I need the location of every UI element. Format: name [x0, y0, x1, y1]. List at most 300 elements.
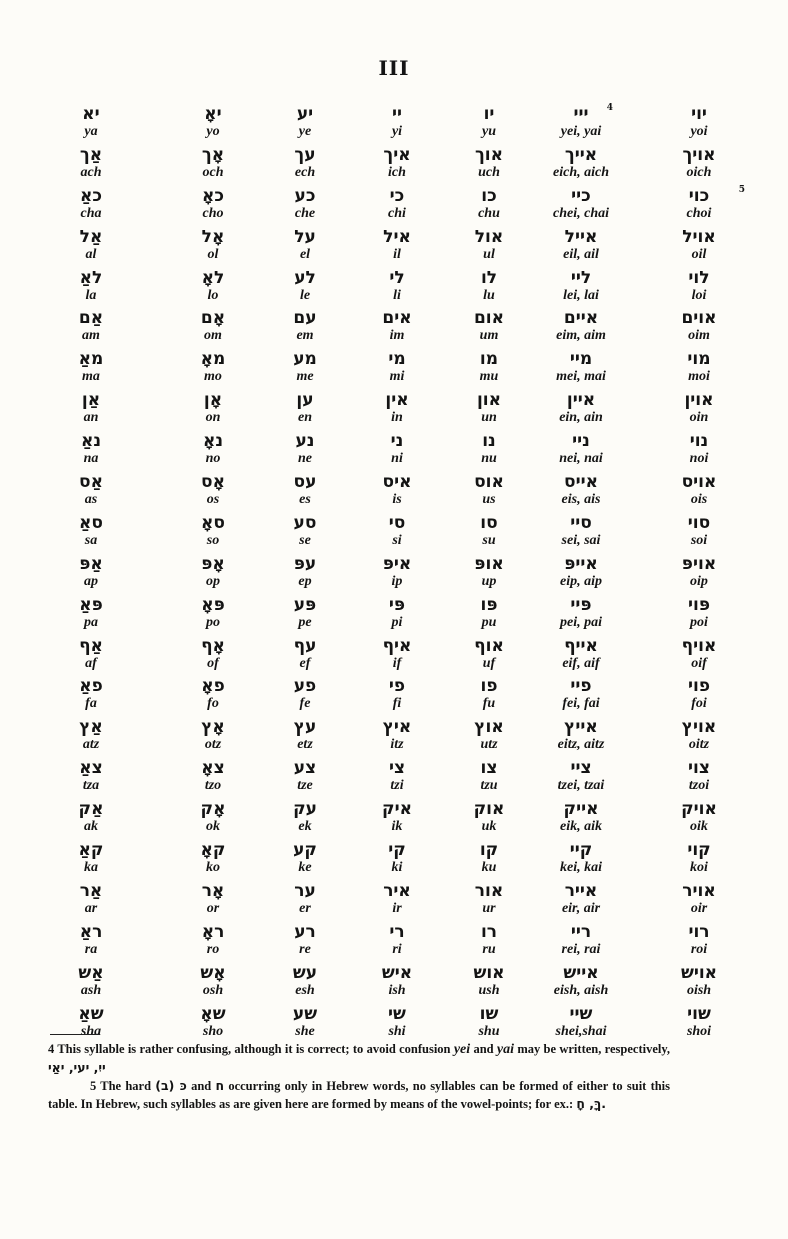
syllable-cell [167, 963, 259, 1004]
romanization: il [393, 246, 401, 262]
syllable-cell [535, 554, 627, 595]
syllable-cell [45, 349, 167, 390]
romanization: le [299, 287, 311, 303]
hebrew-syllable: עף [293, 635, 317, 656]
romanization: rei, rai [561, 941, 601, 957]
romanization: ra [84, 941, 98, 957]
hebrew-syllable: יאָ [204, 104, 222, 124]
syllable-cell [535, 636, 627, 677]
romanization: esh [295, 982, 315, 998]
syllable-cell [167, 840, 259, 881]
romanization: kei, kai [560, 860, 602, 876]
syllable-cell [351, 636, 443, 677]
romanization: ash [80, 982, 102, 998]
syllable-cell [45, 922, 167, 963]
hebrew-syllable: ייי [573, 104, 589, 124]
syllable-cell [45, 227, 167, 268]
romanization: eich, aich [553, 164, 609, 180]
romanization: un [481, 410, 497, 426]
hebrew-syllable: יי [391, 104, 402, 124]
syllable-cell [443, 963, 535, 1004]
romanization: el [299, 246, 311, 262]
hebrew-syllable: סוי [687, 512, 711, 533]
hebrew-syllable: אָש [200, 962, 226, 983]
romanization: mu [479, 369, 499, 385]
romanization: eim, aim [556, 328, 606, 344]
table-row [45, 268, 745, 309]
syllable-cell [443, 840, 535, 881]
hebrew-syllable: אום [473, 308, 505, 329]
table-row [45, 758, 745, 799]
hebrew-syllable: אופּ [474, 553, 504, 574]
hebrew-syllable: איפּ [382, 553, 412, 574]
hebrew-syllable: אָץ [201, 717, 225, 738]
romanization: us [482, 492, 496, 508]
syllable-cell [259, 758, 351, 799]
hebrew-syllable: ציי [570, 758, 592, 779]
table-row [45, 431, 745, 472]
romanization: ur [482, 900, 496, 916]
syllable-cell [443, 922, 535, 963]
syllable-cell [167, 922, 259, 963]
syllable-cell [627, 1004, 745, 1045]
table-row [45, 227, 745, 268]
syllable-cell [45, 431, 167, 472]
hebrew-syllable: אַן [81, 390, 101, 411]
syllable-cell [45, 676, 167, 717]
romanization: na [83, 451, 99, 467]
syllable-cell [535, 758, 627, 799]
syllable-cell [351, 758, 443, 799]
hebrew-syllable: כו [481, 185, 497, 206]
syllable-cell [351, 390, 443, 431]
syllable-cell [45, 268, 167, 309]
hebrew-syllable: ליי [570, 267, 592, 288]
hebrew-syllable: אָף [201, 635, 225, 656]
romanization: of [207, 655, 219, 671]
table-row [45, 390, 745, 431]
hebrew-syllable: סי [388, 512, 406, 533]
hebrew-syllable: איף [382, 635, 412, 656]
romanization: ok [206, 819, 220, 835]
hebrew-syllable: מע [293, 349, 317, 370]
romanization: om [204, 328, 222, 344]
syllable-cell [443, 431, 535, 472]
hebrew-syllable: רוי [688, 921, 710, 942]
hebrew-syllable: אור [474, 880, 504, 901]
hebrew-syllable: עם [293, 308, 317, 329]
romanization: am [82, 328, 100, 344]
syllable-cell [351, 349, 443, 390]
hebrew-syllable: סע [293, 512, 317, 533]
romanization: cha [80, 205, 102, 221]
romanization: pi [391, 614, 403, 630]
syllable-cell [351, 717, 443, 758]
syllable-cell [443, 513, 535, 554]
hebrew-syllable: לו [480, 267, 498, 288]
hebrew-syllable: רי [389, 921, 405, 942]
syllable-cell [45, 717, 167, 758]
syllable-cell [351, 799, 443, 840]
syllable-cell [167, 390, 259, 431]
romanization: as [84, 492, 98, 508]
hebrew-syllable: כיי [571, 185, 591, 206]
hebrew-syllable: פּי [388, 594, 406, 615]
romanization: moi [688, 369, 710, 385]
hebrew-syllable: אייק [563, 799, 599, 820]
page-number: III [378, 56, 410, 80]
syllable-table [45, 104, 745, 1044]
romanization: if [392, 655, 402, 671]
syllable-cell [627, 717, 745, 758]
syllable-cell [535, 349, 627, 390]
hebrew-syllable: שו [479, 1003, 499, 1024]
hebrew-syllable: על [294, 226, 316, 247]
hebrew-syllable: ראַ [79, 921, 103, 942]
romanization: po [206, 614, 220, 630]
hebrew-syllable: אייפּ [564, 553, 598, 574]
hebrew-syllable: עס [293, 472, 317, 493]
table-row [45, 881, 745, 922]
romanization: fo [207, 696, 219, 712]
hebrew-syllable: אַר [79, 880, 103, 901]
hebrew-syllable: אָק [200, 799, 226, 820]
syllable-cell [167, 758, 259, 799]
hebrew-syllable: נע [295, 431, 315, 452]
syllable-cell [443, 799, 535, 840]
syllable-cell [351, 308, 443, 349]
romanization: uch [478, 164, 500, 180]
romanization: af [85, 655, 97, 671]
syllable-cell [259, 963, 351, 1004]
syllable-cell [45, 554, 167, 595]
romanization: es [299, 492, 311, 508]
syllable-cell [167, 595, 259, 636]
hebrew-syllable: נאַ [80, 431, 102, 452]
syllable-cell [627, 922, 745, 963]
hebrew-syllable: אַס [79, 472, 103, 493]
syllable-cell [167, 1004, 259, 1045]
romanization: pe [298, 614, 312, 630]
syllable-cell [167, 227, 259, 268]
romanization: up [481, 573, 497, 589]
syllable-cell [443, 1004, 535, 1045]
syllable-cell [259, 513, 351, 554]
romanization: is [392, 492, 402, 508]
syllable-cell [443, 636, 535, 677]
romanization: ein, ain [559, 410, 603, 426]
syllable-cell [443, 104, 535, 145]
hebrew-syllable: יא [82, 104, 100, 124]
romanization: nu [481, 451, 497, 467]
hebrew-syllable: איין [566, 390, 596, 411]
syllable-cell [535, 840, 627, 881]
hebrew-syllable: קיי [569, 840, 593, 861]
romanization: oim [688, 328, 710, 344]
hebrew-syllable: אָר [201, 880, 225, 901]
romanization: ar [84, 900, 98, 916]
romanization: shu [478, 1023, 500, 1039]
syllable-cell [627, 840, 745, 881]
hebrew-syllable: אייץ [564, 717, 598, 738]
hebrew-syllable: אוין [684, 390, 714, 411]
syllable-cell [443, 145, 535, 186]
hebrew-syllable: אויף [681, 635, 717, 656]
romanization: eil, ail [563, 246, 599, 262]
syllable-cell [45, 390, 167, 431]
romanization: la [85, 287, 97, 303]
hebrew-syllable: מוי [687, 349, 711, 370]
hebrew-syllable: קוי [687, 840, 711, 861]
romanization: eitz, aitz [557, 737, 605, 753]
hebrew-syllable: אויל [682, 226, 716, 247]
table-row [45, 840, 745, 881]
syllable-cell [259, 268, 351, 309]
romanization: shi [388, 1023, 406, 1039]
syllable-cell [167, 676, 259, 717]
romanization: yo [206, 124, 220, 139]
romanization: she [295, 1023, 315, 1039]
romanization: ir [392, 900, 402, 916]
romanization: pa [84, 614, 98, 630]
hebrew-syllable: עך [294, 144, 316, 165]
table-row [45, 676, 745, 717]
hebrew-syllable: שי [388, 1003, 406, 1024]
romanization: ol [207, 246, 219, 262]
syllable-cell [45, 472, 167, 513]
hebrew-syllable: אוש [473, 962, 505, 983]
romanization: koi [690, 860, 708, 876]
syllable-cell [627, 308, 745, 349]
romanization: noi [689, 451, 709, 467]
hebrew-syllable: ני [390, 431, 404, 452]
syllable-cell [351, 595, 443, 636]
syllable-cell [443, 758, 535, 799]
romanization: no [205, 451, 221, 467]
hebrew-syllable: כי [389, 185, 405, 206]
hebrew-syllable: מאָ [200, 349, 226, 370]
romanization: ko [206, 860, 220, 876]
hebrew-syllable: אָס [201, 472, 225, 493]
hebrew-syllable: שיי [569, 1003, 593, 1024]
hebrew-syllable: אייש [563, 962, 599, 983]
syllable-cell [351, 881, 443, 922]
syllable-cell [535, 717, 627, 758]
hebrew-syllable: צאָ [201, 758, 225, 779]
syllable-cell [259, 390, 351, 431]
romanization: sho [202, 1023, 224, 1039]
romanization: utz [480, 737, 498, 753]
hebrew-syllable: אויש [680, 962, 718, 983]
syllable-cell [45, 186, 167, 227]
hebrew-syllable: עש [292, 962, 318, 983]
syllable-cell [627, 881, 745, 922]
romanization: pei, pai [560, 614, 602, 630]
romanization: yu [482, 124, 496, 139]
romanization: tzu [480, 778, 498, 794]
romanization: ni [391, 451, 403, 467]
romanization: li [393, 287, 401, 303]
syllable-cell [535, 1004, 627, 1045]
hebrew-syllable: עק [293, 799, 317, 820]
romanization: ois [690, 492, 708, 508]
table-row [45, 186, 745, 227]
romanization: si [392, 532, 402, 548]
table-row [45, 145, 745, 186]
romanization: ye [298, 124, 312, 139]
syllable-cell [167, 145, 259, 186]
hebrew-syllable: פיי [570, 676, 592, 697]
hebrew-syllable: עפּ [293, 553, 317, 574]
table-row [45, 513, 745, 554]
syllable-cell [535, 227, 627, 268]
syllable-cell [627, 268, 745, 309]
hebrew-syllable: אַך [79, 144, 103, 165]
hebrew-syllable: עץ [293, 717, 317, 738]
syllable-cell [443, 268, 535, 309]
syllable-cell [351, 227, 443, 268]
hebrew-syllable: פי [388, 676, 406, 697]
hebrew-syllable: אַל [79, 226, 103, 247]
hebrew-syllable: רו [480, 921, 498, 942]
hebrew-syllable: פּאָ [201, 594, 225, 615]
syllable-cell [167, 186, 259, 227]
syllable-cell [45, 881, 167, 922]
romanization: an [83, 410, 99, 426]
hebrew-syllable: ער [294, 880, 316, 901]
romanization: mo [204, 369, 222, 385]
romanization: ich [388, 164, 406, 180]
syllable-cell [443, 717, 535, 758]
romanization: lei, lai [563, 287, 599, 303]
syllable-cell [259, 227, 351, 268]
hebrew-syllable: אייך [564, 144, 598, 165]
hebrew-syllable: סאָ [201, 512, 225, 533]
syllable-cell [351, 963, 443, 1004]
hebrew-syllable: אול [474, 226, 504, 247]
hebrew-syllable: פו [480, 676, 498, 697]
hebrew-syllable: צאַ [79, 758, 103, 779]
syllable-cell [443, 472, 535, 513]
syllable-cell [259, 840, 351, 881]
syllable-cell [167, 717, 259, 758]
romanization: chei, chai [553, 205, 609, 221]
romanization: uf [482, 655, 496, 671]
romanization: oif [691, 655, 707, 671]
hebrew-syllable: איק [382, 799, 412, 820]
syllable-cell [535, 513, 627, 554]
hebrew-syllable: פּע [293, 594, 317, 615]
syllable-cell [259, 595, 351, 636]
hebrew-syllable: שוי [687, 1003, 711, 1024]
romanization: mi [389, 369, 405, 385]
syllable-cell [259, 1004, 351, 1045]
syllable-cell [45, 145, 167, 186]
romanization: tzei, tzai [557, 778, 605, 794]
syllable-cell [259, 186, 351, 227]
syllable-cell [45, 840, 167, 881]
syllable-cell [627, 390, 745, 431]
syllable-cell [259, 554, 351, 595]
hebrew-syllable: פּאַ [79, 594, 103, 615]
syllable-cell [535, 799, 627, 840]
hebrew-syllable: איש [381, 962, 413, 983]
syllable-cell [259, 676, 351, 717]
syllable-cell [351, 1004, 443, 1045]
syllable-cell [167, 554, 259, 595]
romanization: ku [481, 860, 497, 876]
hebrew-syllable: איר [383, 880, 411, 901]
romanization: eik, aik [560, 819, 602, 835]
romanization: che [294, 205, 316, 221]
romanization: etz [297, 737, 313, 753]
table-row [45, 799, 745, 840]
hebrew-syllable: ען [296, 390, 314, 411]
romanization: um [479, 328, 499, 344]
syllable-cell [627, 676, 745, 717]
romanization: se [299, 532, 311, 548]
hebrew-syllable: אוף [474, 635, 504, 656]
syllable-cell [443, 554, 535, 595]
hebrew-syllable: אָם [200, 308, 226, 329]
syllable-cell [627, 472, 745, 513]
syllable-cell [443, 308, 535, 349]
footnote-4: 4 This syllable is rather confusing, although it is correct; to avoid confusion yei and yai may be written, respectively, ייִ, יעי, יאַי [48, 1042, 671, 1075]
romanization: oin [689, 410, 709, 426]
romanization: fei, fai [562, 696, 600, 712]
footnotes [48, 1040, 670, 1113]
syllable-cell [443, 349, 535, 390]
hebrew-syllable: אייף [564, 635, 598, 656]
romanization: och [202, 164, 224, 180]
romanization: ush [478, 982, 500, 998]
romanization: fe [299, 696, 311, 712]
hebrew-syllable: שאָ [200, 1003, 226, 1024]
hebrew-syllable: ריי [570, 921, 592, 942]
hebrew-syllable: רע [294, 921, 316, 942]
syllable-cell [45, 308, 167, 349]
hebrew-syllable: פּו [480, 594, 498, 615]
romanization: yoi [690, 124, 708, 139]
romanization: me [296, 369, 314, 385]
syllable-cell [443, 595, 535, 636]
syllable-cell [535, 104, 627, 145]
hebrew-syllable: צוי [688, 758, 710, 779]
hebrew-syllable: קע [293, 840, 317, 861]
hebrew-syllable: אויך [682, 144, 716, 165]
syllable-cell [627, 963, 745, 1004]
hebrew-syllable: אויס [681, 472, 717, 493]
romanization: ul [483, 246, 495, 262]
syllable-cell [351, 104, 443, 145]
romanization: oil [691, 246, 707, 262]
romanization: pu [481, 614, 497, 630]
hebrew-syllable: קו [479, 840, 499, 861]
romanization: poi [690, 614, 708, 630]
romanization: in [391, 410, 403, 426]
syllable-cell [627, 227, 745, 268]
romanization: roi [690, 941, 708, 957]
romanization: ek [298, 819, 312, 835]
hebrew-syllable: און [476, 390, 502, 411]
hebrew-syllable: אָן [203, 390, 223, 411]
syllable-cell [351, 186, 443, 227]
hebrew-syllable: יע [296, 104, 314, 124]
footnote-mark: 5 [738, 184, 745, 195]
romanization: eir, air [561, 900, 601, 916]
syllable-cell [259, 308, 351, 349]
romanization: otz [204, 737, 222, 753]
